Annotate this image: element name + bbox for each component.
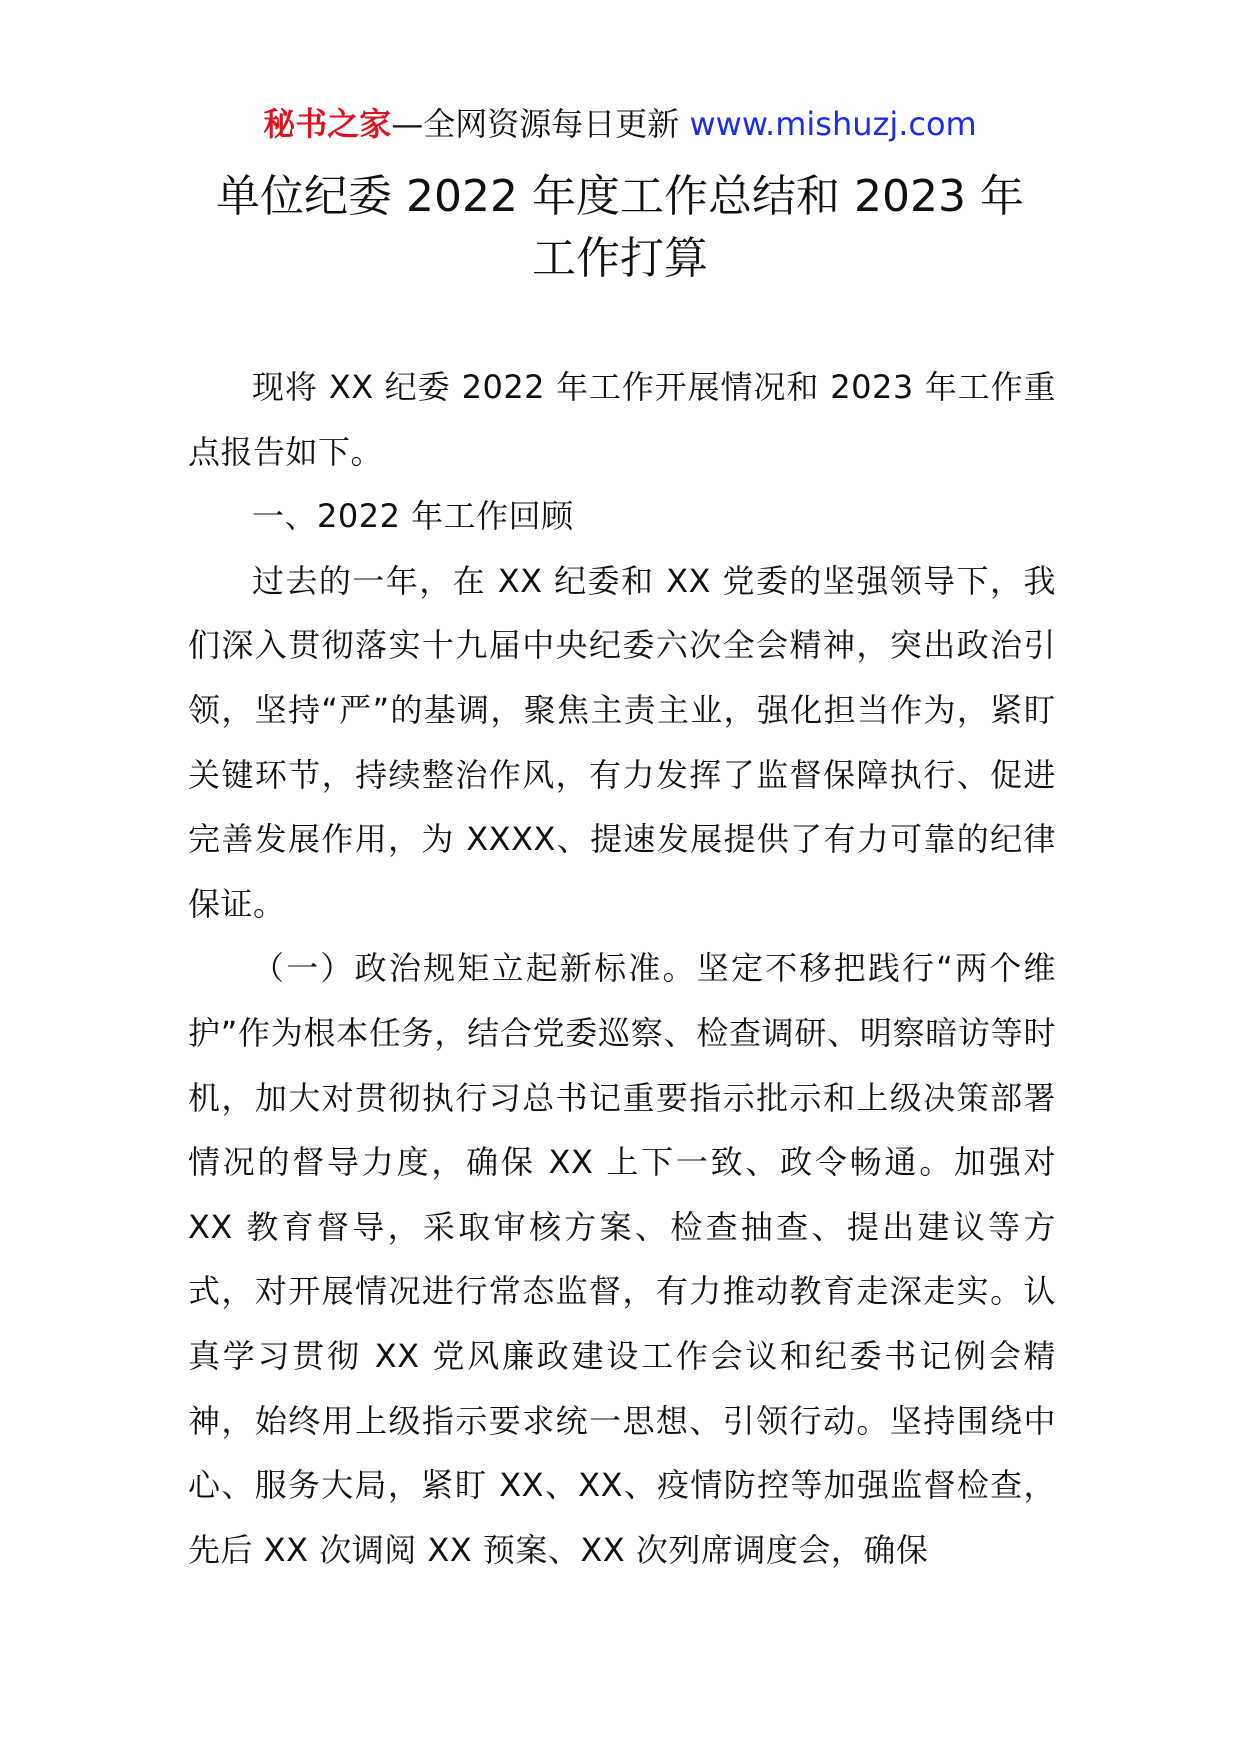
document-title [150, 166, 1090, 290]
site-url-link[interactable]: www.mishuzj.com [689, 105, 977, 143]
political-rules-paragraph: （一）政治规矩立起新标准。坚定不移把践行“两个维护”作为根本任务，结合党委巡察、检查调研、明察暗访等时机，加大对贯彻执行习总书记重要指示批示和上级决策部署情况的督导力度，确保 XX 上下一致、政令畅通。加强对 XX 教育督导，采取审核方案、检查抽查、提出建议等方式，对开展情况进行常态监督，有力推动教育走深走实。认真学习贯彻 XX 党风廉政建设工作会议和纪委书记例会精神，始终用上级指示要求统一思想、引领行动。坚持围绕中心、服务大局，紧盯 XX、XX、疫情防控等加强监督检查，先后 XX 次调阅 XX 预案、XX 次列席调度会，确保 [188, 949, 1056, 1569]
document-body [188, 355, 1056, 1582]
header-tagline: —全网资源每日更新 [391, 105, 680, 143]
document-title-line-1: 单位纪委 2022 年度工作总结和 2023 年 [216, 171, 1024, 222]
section-heading-review: 一、2022 年工作回顾 [252, 497, 574, 536]
intro-paragraph: 现将 XX 纪委 2022 年工作开展情况和 2023 年工作重点报告如下。 [188, 368, 1056, 471]
brand-name: 秘书之家 [263, 105, 392, 143]
review-paragraph: 过去的一年，在 XX 纪委和 XX 党委的坚强领导下，我们深入贯彻落实十九届中央纪委六次全会精神，突出政治引领，坚持“严”的基调，聚焦主责主业，强化担当作为，紧盯关键环节，持续整治作风，有力发挥了监督保障执行、促进完善发展作用，为 XXXX、提速发展提供了有力可靠的纪律保证。 [188, 561, 1056, 923]
document-title-line-2: 工作打算 [532, 233, 708, 284]
site-header [0, 102, 1240, 146]
